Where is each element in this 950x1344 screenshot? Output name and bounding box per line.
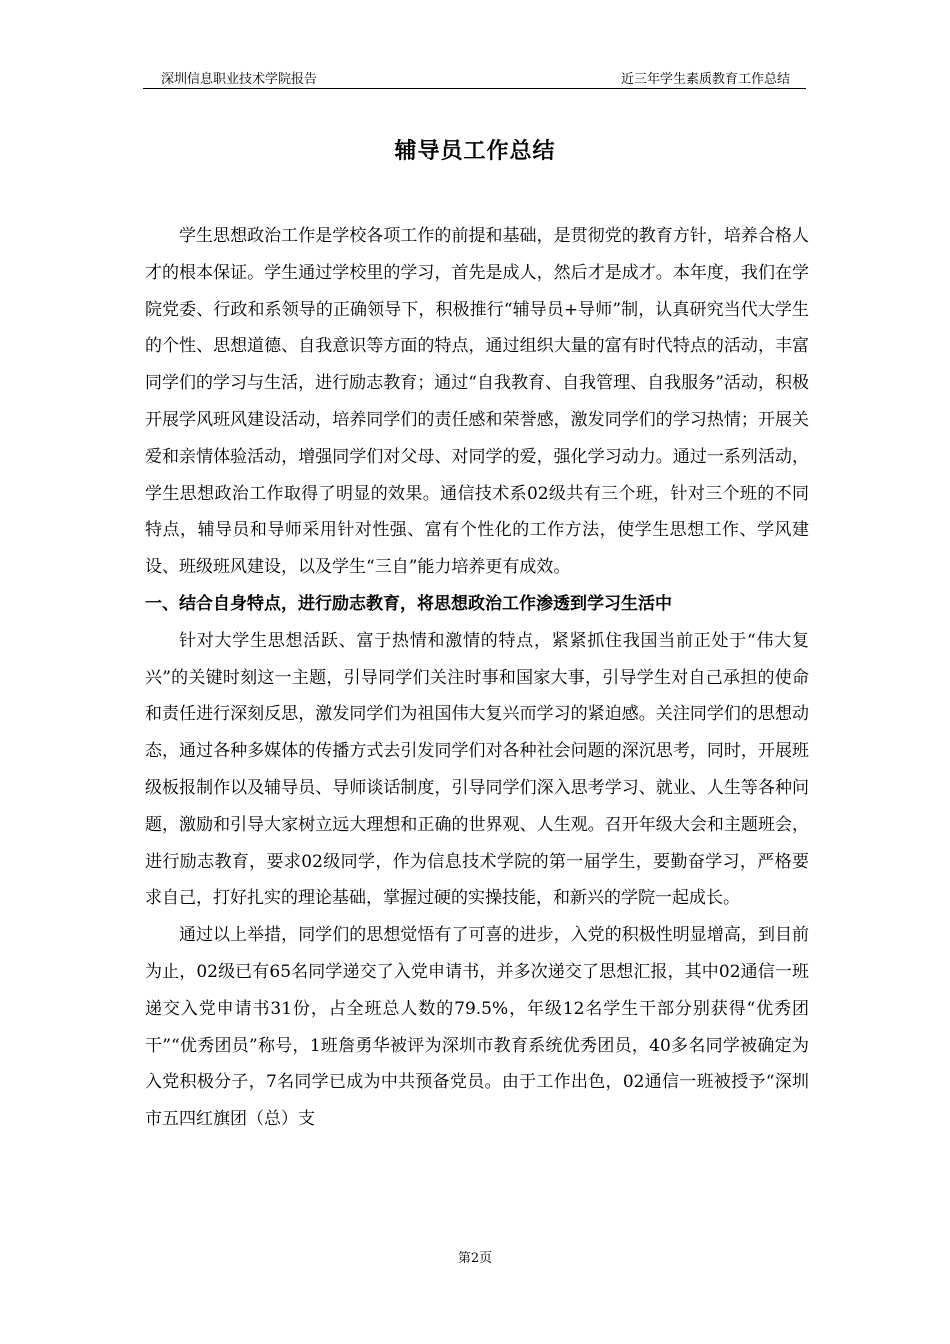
header-right-text: 近三年学生素质教育工作总结 <box>620 72 790 87</box>
intro-paragraph: 学生思想政治工作是学校各项工作的前提和基础，是贯彻党的教育方针，培养合格人才的根本保证。学生通过学校里的学习，首先是成人，然后才是成才。本年度，我们在学院党委、行政和系领导的正确领导下，积极推行“辅导员+导师”制，认真研究当代大学生的个性、思想道德、自我意识等方面的特点，通过组织大量的富有时代特点的活动，丰富同学们的学习与生活，进行励志教育；通过“自我教育、自我管理、自我服务”活动，积极开展学风班风建设活动，培养同学们的责任感和荣誉感，激发同学们的学习热情；开展关爱和亲情体验活动，增强同学们对父母、对同学的爱，强化学习动力。通过一系列活动，学生思想政治工作取得了明显的效果。通信技术系02级共有三个班，针对三个班的不同特点，辅导员和导师采用针对性强、富有个性化的工作方法，使学生思想工作、学风建设、班级班风建设，以及学生“三自”能力培养更有成效。 <box>145 226 809 578</box>
section-1-paragraph-2: 通过以上举措，同学们的思想觉悟有了可喜的进步，入党的积极性明显增高，到目前为止，02级已有65名同学递交了入党申请书，并多次递交了思想汇报，其中02通信一班递交入党申请书31份，占全班总人数的79.5%，年级12名学生干部分别获得“优秀团干”“优秀团员”称号，1班詹勇华被评为深圳市教育系统优秀团员，40多名同学被确定为入党积极分子，7名同学已成为中共预备党员。由于工作出色，02通信一班被授予“深圳市五四红旗团（总）支 <box>145 925 809 1130</box>
document-title: 辅导员工作总结 <box>394 139 556 164</box>
header-left-text: 深圳信息职业技术学院报告 <box>161 72 318 87</box>
section-heading-1: 一、结合自身特点，进行励志教育，将思想政治工作渗透到学习生活中 <box>145 593 672 614</box>
section-1-paragraph-1: 针对大学生思想活跃、富于热情和激情的特点，紧紧抓住我国当前正处于“伟大复兴”的关键时刻这一主题，引导同学们关注时事和国家大事，引导学生对自己承担的使命和责任进行深刻反思，激发同学们为祖国伟大复兴而学习的紧迫感。关注同学们的思想动态，通过各种多媒体的传播方式去引发同学们对各种社会问题的深沉思考，同时，开展班级板报制作以及辅导员、导师谈话制度，引导同学们深入思考学习、就业、人生等各种问题，激励和引导大家树立远大理想和正确的世界观、人生观。召开年级大会和主题班会，进行励志教育，要求02级同学，作为信息技术学院的第一届学生，要勤奋学习，严格要求自己，打好扎实的理论基础，掌握过硬的实操技能，和新兴的学院一起成长。 <box>145 630 809 909</box>
page-header <box>143 66 806 89</box>
page-number: 第2页 <box>457 1251 493 1266</box>
document-body <box>145 218 809 1138</box>
